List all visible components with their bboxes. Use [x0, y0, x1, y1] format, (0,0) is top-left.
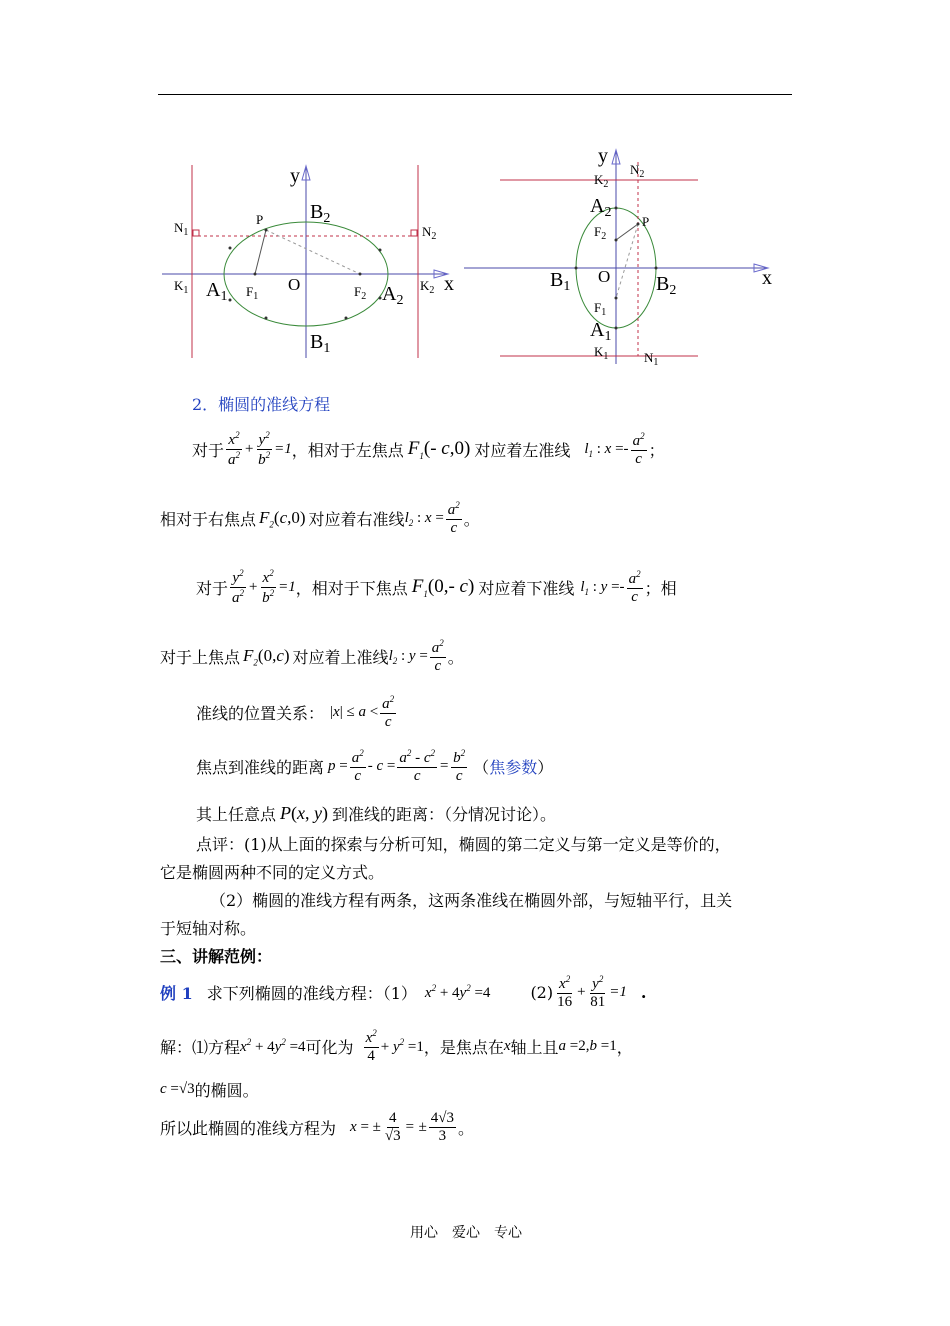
figure-horizontal-ellipse: [160, 160, 460, 360]
label-k1: $K_1$: [174, 278, 189, 296]
para-lower-directrix: 对于 $\frac{y^2}{a^2}$ + $\frac{x^2}{b^2}$ =1 ，相对于下焦点 $F_1(0,-$ c) 对应着下准线 $l_1$ : y =- $\frac{a^2}{c}$ ；相: [196, 568, 677, 607]
figure-vertical-ellipse: [462, 142, 782, 367]
example-label: 例 1: [160, 984, 193, 1004]
formula-f1-lower: $F_1(0,-$ c): [411, 576, 475, 600]
para-upper-directrix: 对于上焦点 $F_2(0,c)$ 对应着上准线 $l_2$ : y = $\frac{a^2}{c}$ 。: [160, 638, 464, 675]
label-k2: $K_2$: [594, 172, 609, 190]
formula-f2-right: $F_2(c,0)$: [259, 508, 306, 530]
label-n2: $N_2$: [630, 162, 645, 180]
label-y: y: [290, 165, 300, 187]
para-comment-1b: 它是椭圆两种不同的定义方式。: [160, 863, 385, 882]
label-b1: $B_1$: [310, 331, 331, 356]
para-any-point: 其上任意点 P(x, y) 到准线的距离：（分情况讨论）。: [196, 803, 557, 824]
label-k1: $K_1$: [594, 344, 609, 362]
solution-line-2: c =√3 的椭圆。: [160, 1081, 259, 1100]
para-left-directrix: 对于 $\frac{x^2}{a^2}$ + $\frac{y^2}{b^2}$ =1 ，相对于左焦点 $F_1(-$ c,0) 对应着左准线 $l_1$ : x =- $\frac{a^2}{c}$ ；: [192, 430, 665, 469]
para-comment-2a: （2）椭圆的准线方程有两条，这两条准线在椭圆外部，与短轴平行，且关: [210, 891, 733, 910]
label-f1: $F_1$: [594, 300, 607, 318]
label-f2: $F_2$: [354, 284, 367, 302]
segment-pf2: [616, 224, 638, 240]
label-a1: $A_1$: [206, 279, 228, 304]
para-focal-parameter: 焦点到准线的距离 p = $\frac{a^2}{c}$ - c = $\frac{a^2 - c^2}{c}$ = $\frac{b^2}{c}$ （ 焦参数 ）: [196, 748, 554, 785]
label-x: x: [444, 273, 454, 295]
label-y: y: [598, 145, 608, 167]
label-f2: $F_2$: [594, 224, 607, 242]
label-a1: $A_1$: [590, 319, 612, 344]
label-n1: $N_1$: [174, 220, 189, 238]
header-rule: [158, 94, 792, 95]
para-right-directrix: 相对于右焦点 $F_2(c,0)$ 对应着右准线 $l_2$ : x = $\frac{a^2}{c}$ 。: [160, 500, 480, 537]
label-o: O: [288, 275, 301, 294]
formula-f1-left: $F_1(-$ c,0): [407, 438, 471, 462]
label-p: P: [256, 212, 264, 227]
section-heading-examples: 三、讲解范例：: [160, 947, 273, 966]
page-footer: 用心 爱心 专心: [410, 1225, 522, 1241]
label-n2: $N_2$: [422, 224, 437, 242]
solution-line-1: 解：⑴方程 $x^2 + 4y^2 =4$ 可化为 $\frac{x^2}{4}$ + $y^2 =1$ ，是焦点在 x 轴上且 a =2,b =1 ，: [160, 1028, 633, 1065]
para-comment-1a: 点评：(1)从上面的探索与分析可知，椭圆的第二定义与第一定义是等价的，: [196, 835, 731, 854]
segment-pf1: [616, 224, 638, 298]
para-position-relation: 准线的位置关系： |x| ≤ a < $\frac{a^2}{c}$: [196, 694, 395, 731]
segment-pf2: [266, 230, 360, 274]
label-f1: $F_1$: [246, 284, 259, 302]
section-heading-directrix: 2．椭圆的准线方程: [192, 395, 331, 414]
right-angle-mark-right: [411, 230, 417, 236]
label-b2: $B_2$: [310, 201, 331, 226]
formula-x2a2: $\frac{x^2}{a^2}$: [228, 430, 241, 469]
segment-pf1: [255, 230, 266, 274]
solution-line-3: 所以此椭圆的准线方程为 x = ± $\frac{4}{√3}$ = ± $\frac{4√3}{3}$ 。: [160, 1110, 474, 1145]
label-n1: $N_1$: [644, 350, 659, 367]
label-a2: $A_2$: [590, 195, 612, 220]
label-p: P: [642, 214, 650, 229]
label-x: x: [762, 267, 772, 289]
right-angle-mark-left: [193, 230, 199, 236]
label-b2: $B_2$: [656, 273, 677, 298]
label-k2: $K_2$: [420, 278, 435, 296]
label-a2: $A_2$: [382, 283, 404, 308]
example-1: 例 1 求下列椭圆的准线方程：（1） $x^2 + 4y^2 =4$ (2) $\frac{x^2}{16}$ + $\frac{y^2}{81}$ =1 .: [160, 974, 647, 1011]
para-comment-2b: 于短轴对称。: [160, 919, 257, 938]
label-o: O: [598, 267, 611, 286]
label-b1: $B_1$: [550, 269, 571, 294]
